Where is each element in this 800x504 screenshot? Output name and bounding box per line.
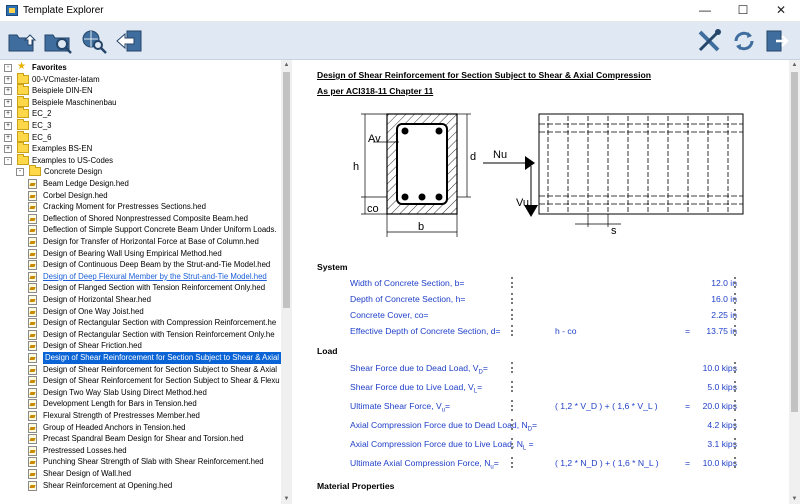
tree-file-item[interactable]	[0, 375, 281, 387]
template-file-icon	[28, 249, 37, 259]
tree-item-label: Beispiele Maschinenbau	[32, 97, 117, 107]
calc-equals: =	[685, 458, 691, 468]
folder-icon	[17, 75, 29, 84]
tree-folder-item[interactable]	[0, 166, 281, 178]
tree-file-item[interactable]	[0, 422, 281, 434]
label-b: b	[418, 221, 425, 233]
tree-file-item[interactable]	[0, 306, 281, 318]
placeholder-marker	[734, 400, 736, 411]
template-file-icon	[28, 214, 37, 224]
template-file-icon	[28, 225, 37, 235]
window-title: Template Explorer	[23, 5, 104, 16]
tree-item-label: Flexural Strength of Prestresses Member.hed	[43, 411, 200, 420]
placeholder-marker	[511, 277, 513, 288]
calc-label	[350, 310, 429, 320]
placeholder-marker	[734, 277, 736, 288]
tree-file-item[interactable]	[0, 456, 281, 468]
tree-item-label: EC_3	[32, 121, 52, 130]
folder-icon	[17, 86, 29, 95]
tree-file-item[interactable]	[0, 201, 281, 213]
close-button[interactable]: ✕	[775, 3, 787, 17]
tree-folder-item[interactable]	[0, 132, 281, 144]
folder-icon	[17, 144, 29, 153]
template-file-icon	[28, 307, 37, 317]
tree-file-item[interactable]	[0, 271, 281, 283]
folder-icon	[17, 121, 29, 130]
template-file-icon	[28, 399, 37, 409]
calc-expression[interactable]: ( 1,2 * V_D ) + ( 1,6 * V_L )	[555, 401, 658, 411]
tree-item-label: Design of Bearing Wall Using Empirical Method.hed	[43, 248, 222, 258]
doc-scroll-thumb[interactable]	[791, 72, 798, 412]
calc-label-text: Concrete Cover, co=	[350, 310, 429, 320]
tree-item-label: Design of Deep Flexural Member by the Strut-and-Tie Model.hed	[43, 271, 267, 281]
calc-label-text: Axial Compression Force due to Dead Load, N	[350, 420, 528, 430]
template-file-icon	[28, 295, 37, 305]
tree-file-item[interactable]	[0, 190, 281, 202]
placeholder-marker	[734, 457, 736, 468]
tree-scrollbar[interactable]	[281, 60, 292, 504]
expand-icon[interactable]: +	[5, 110, 11, 118]
calc-label	[350, 278, 464, 288]
tree-folder-item[interactable]	[0, 120, 281, 132]
calc-label-subscript: u	[490, 464, 494, 471]
placeholder-marker	[511, 419, 513, 430]
template-file-icon	[28, 260, 37, 270]
collapse-icon[interactable]: -	[4, 157, 12, 165]
tree-file-item[interactable]	[0, 213, 281, 225]
label-av: Av	[368, 133, 381, 145]
expand-icon[interactable]: +	[5, 133, 11, 141]
open-folder-icon[interactable]	[6, 26, 38, 56]
placeholder-marker	[734, 325, 736, 336]
calc-value[interactable]: 3.1 kips	[707, 439, 737, 449]
tree-folder-item[interactable]	[0, 108, 281, 120]
exit-icon[interactable]	[762, 26, 794, 56]
collapse-icon[interactable]: -	[4, 64, 12, 72]
calc-label	[350, 294, 465, 304]
calc-label-subscript: D	[478, 369, 483, 376]
label-h: h	[353, 161, 360, 173]
calc-label-subscript: L	[522, 445, 527, 452]
maximize-button[interactable]: ☐	[737, 3, 749, 17]
calc-value[interactable]: 20.0 kips	[702, 401, 737, 411]
expand-icon[interactable]: +	[5, 87, 11, 95]
tree-item-label: EC_6	[32, 132, 52, 142]
tree-item-label: Cracking Moment for Prestresses Sections.hed	[43, 202, 206, 212]
calc-expression[interactable]: h - co	[555, 326, 577, 336]
placeholder-marker	[511, 438, 513, 449]
tree-file-item[interactable]	[0, 445, 281, 457]
template-file-icon	[28, 341, 37, 351]
calc-label-text: Ultimate Shear Force, V	[350, 401, 442, 411]
calc-label	[350, 439, 534, 452]
template-file-icon	[28, 202, 37, 212]
tree-file-item[interactable]	[0, 294, 281, 306]
refresh-icon[interactable]	[728, 26, 760, 56]
calc-label-subscript: L	[473, 388, 478, 395]
tree-file-item[interactable]	[0, 433, 281, 445]
tree-file-item[interactable]	[0, 340, 281, 352]
tree-item-label: EC_2	[32, 109, 52, 119]
doc-scroll-up-icon[interactable]: ▲	[791, 62, 798, 68]
calc-equals: =	[685, 326, 691, 336]
tree-file-item[interactable]	[0, 410, 281, 422]
minimize-button[interactable]: —	[699, 3, 711, 17]
placeholder-marker	[511, 293, 513, 304]
calc-equals: =	[685, 401, 691, 411]
template-file-icon	[28, 283, 37, 293]
tree-folder-item[interactable]	[0, 155, 281, 167]
web-search-icon[interactable]	[78, 26, 110, 56]
tree-file-item[interactable]	[0, 236, 281, 248]
tree-item-label: Design of Flanged Section with Tension Reinforcement Only.hed	[43, 283, 266, 293]
back-arrow-icon[interactable]	[114, 26, 146, 56]
tree-folder-item[interactable]	[0, 97, 281, 109]
calc-label-text: Ultimate Axial Compression Force, N	[350, 458, 491, 468]
calc-label-text: Shear Force due to Live Load, V	[350, 382, 474, 392]
placeholder-marker	[511, 400, 513, 411]
expand-icon[interactable]: +	[5, 75, 11, 83]
calc-label-text: Width of Concrete Section, b=	[350, 278, 465, 288]
template-file-icon	[28, 272, 37, 282]
template-file-icon	[28, 365, 37, 375]
document-scrollbar[interactable]	[789, 60, 800, 504]
tree-folder-item[interactable]	[0, 74, 281, 86]
placeholder-marker	[734, 419, 736, 430]
tree-file-item[interactable]	[0, 352, 281, 364]
tree-file-item[interactable]	[0, 317, 281, 329]
calc-value[interactable]: 10.0 kips	[702, 458, 737, 468]
tree-item-label: Design of Rectangular Section with Tension Reinforcement Only.he	[43, 329, 275, 339]
collapse-icon[interactable]: -	[16, 168, 24, 176]
placeholder-marker	[734, 362, 736, 373]
tree-file-item[interactable]	[0, 329, 281, 341]
calc-label-tail: =	[477, 382, 483, 392]
scroll-up-icon[interactable]: ▲	[283, 62, 290, 68]
tree-folder-item[interactable]	[0, 85, 281, 97]
material-heading: Material Properties	[317, 481, 395, 491]
template-file-icon	[28, 457, 37, 467]
expand-icon[interactable]: +	[5, 122, 11, 129]
document-preview	[293, 60, 789, 504]
tree-item-label: Beispiele DIN-EN	[32, 86, 93, 96]
calc-label	[350, 363, 488, 376]
tree-item-label: Design of Continuous Deep Beam by the Strut-and-Tie Model.hed	[43, 260, 271, 270]
tree-folder-item[interactable]	[0, 62, 281, 74]
tree-item-label: Group of Headed Anchors in Tension.hed	[43, 422, 186, 432]
label-s: s	[611, 225, 617, 237]
placeholder-marker	[511, 381, 513, 392]
calc-label-text: Effective Depth of Concrete Section, d=	[350, 326, 501, 336]
template-file-icon	[28, 237, 37, 247]
template-file-icon	[28, 411, 37, 421]
template-file-icon	[28, 434, 37, 444]
calc-label-text: Depth of Concrete Section, h=	[350, 294, 466, 304]
tree-item-label: Design for Transfer of Horizontal Force at Base of Column.hed	[43, 237, 259, 246]
template-file-icon	[28, 446, 37, 456]
calc-value[interactable]: 4.2 kips	[707, 420, 737, 430]
expand-icon[interactable]: +	[5, 145, 11, 153]
template-file-icon	[28, 179, 37, 189]
tree-item-label: Design of One Way Joist.hed	[43, 306, 144, 316]
tree-item-label: Design of Horizontal Shear.hed	[43, 295, 151, 304]
template-file-icon	[28, 191, 37, 201]
template-file-icon	[28, 330, 37, 340]
toolbar	[0, 22, 800, 60]
folder-icon	[17, 109, 29, 118]
tree-item-label: Design of Shear Reinforcement for Section Subject to Shear & Axial	[45, 353, 280, 362]
placeholder-marker	[734, 438, 736, 449]
tree-item-label: Examples BS-EN	[32, 144, 93, 154]
template-file-icon	[28, 376, 37, 386]
tree-folder-item[interactable]	[0, 143, 281, 155]
template-tree	[0, 60, 292, 504]
tree-item-label: Corbel Design.hed	[43, 190, 108, 200]
calc-label	[350, 401, 450, 414]
scroll-down-icon[interactable]: ▼	[283, 496, 290, 502]
tree-item-label: Favorites	[32, 63, 67, 72]
tree-item-label: Shear Design of Wall.hed	[43, 469, 132, 478]
cross-section-figure	[343, 92, 753, 242]
tree-item-label: Design of Shear Reinforcement for Section Subject to Shear & Axial	[43, 364, 278, 374]
tree-file-item[interactable]	[0, 364, 281, 376]
tree-item-label: Beam Ledge Design.hed	[43, 179, 129, 188]
tree-item-label: Design of Shear Friction.hed	[43, 341, 142, 351]
tree-item-label: Design of Shear Reinforcement for Section Subject to Shear & Flexu	[43, 376, 280, 386]
tree-file-item[interactable]	[0, 248, 281, 260]
template-file-icon	[28, 423, 37, 433]
calc-label	[350, 458, 499, 471]
template-file-icon	[28, 353, 37, 363]
tree-file-item[interactable]	[0, 224, 281, 236]
placeholder-marker	[511, 362, 513, 373]
calc-value[interactable]: 5.0 kips	[707, 382, 737, 392]
expand-icon[interactable]: +	[5, 98, 11, 106]
calc-label-subscript: D	[527, 426, 533, 433]
tree-item-label: Design of Rectangular Section with Compression Reinforcement.he	[43, 318, 277, 328]
tree-item-label: Deflection of Simple Support Concrete Beam Under Uniform Loads.	[43, 225, 277, 235]
tree-item-label: Precast Spandral Beam Design for Shear and Torsion.hed	[43, 434, 244, 444]
tree-file-item[interactable]	[0, 387, 281, 399]
placeholder-marker	[734, 309, 736, 320]
doc-scroll-down-icon[interactable]: ▼	[791, 496, 798, 502]
calc-label	[350, 382, 482, 395]
calc-expression[interactable]: ( 1,2 * N_D ) + ( 1,6 * N_L )	[555, 458, 659, 468]
placeholder-marker	[511, 457, 513, 468]
template-file-icon	[28, 388, 37, 398]
calc-value[interactable]: 16.0 in	[711, 294, 737, 304]
folder-icon	[17, 133, 29, 142]
load-heading: Load	[317, 346, 338, 356]
calc-label-tail: =	[532, 420, 538, 430]
calc-label-tail: =	[493, 458, 499, 468]
tree-file-item[interactable]	[0, 259, 281, 271]
tree-file-item[interactable]	[0, 178, 281, 190]
tree-item-label: Shear Reinforcement at Opening.hed	[43, 480, 173, 490]
tree-item-label: Development Length for Bars in Tension.hed	[43, 399, 197, 409]
calc-label-text: Axial Compression Force due to Live Load, N	[350, 439, 523, 449]
document-subtitle: As per ACI318-11 Chapter 11	[317, 86, 434, 96]
tree-item-label: Examples to US-Codes	[32, 155, 114, 165]
tree-item-label: 00-VCmaster-latam	[32, 74, 100, 84]
calc-value[interactable]: 13.75 in	[706, 326, 737, 336]
template-file-icon	[28, 481, 37, 491]
search-folder-icon[interactable]	[42, 26, 74, 56]
label-d: d	[470, 151, 477, 163]
label-nu: Nu	[493, 149, 508, 161]
tree-item-label: Design Two Way Slab Using Direct Method.hed	[43, 387, 207, 397]
calc-label-subscript: u	[441, 407, 446, 414]
label-co: co	[367, 203, 379, 215]
calc-value[interactable]: 2.25 in	[711, 310, 737, 320]
template-file-icon	[28, 318, 37, 328]
template-file-icon	[28, 469, 37, 479]
document-title: Design of Shear Reinforcement for Section Subject to Shear & Axial Compression	[317, 70, 651, 80]
placeholder-marker	[511, 309, 513, 320]
tree-file-item[interactable]	[0, 468, 281, 480]
placeholder-marker	[734, 293, 736, 304]
label-vu: Vu	[516, 197, 530, 209]
calc-label-tail: =	[445, 401, 451, 411]
calc-label-text: Shear Force due to Dead Load, V	[350, 363, 479, 373]
tree-file-item[interactable]	[0, 480, 281, 492]
calc-value[interactable]: 12.0 in	[711, 278, 737, 288]
placeholder-marker	[734, 381, 736, 392]
folder-icon	[17, 156, 29, 165]
title-bar	[0, 0, 800, 22]
calc-label	[350, 420, 537, 433]
tree-scroll-thumb[interactable]	[283, 72, 290, 308]
tree-item-label: Deflection of Shored Nonprestressed Composite Beam.hed	[43, 213, 248, 223]
calc-value[interactable]: 10.0 kips	[702, 363, 737, 373]
calc-label	[350, 326, 501, 336]
app-icon	[6, 5, 18, 16]
system-heading: System	[317, 262, 348, 272]
calc-label-tail: =	[526, 439, 534, 449]
folder-icon	[29, 167, 41, 176]
calc-label-tail: =	[482, 363, 488, 373]
tree-file-item[interactable]	[0, 398, 281, 410]
folder-icon	[17, 98, 29, 107]
star-icon: ★	[17, 61, 26, 72]
tree-file-item[interactable]	[0, 282, 281, 294]
tree-item-label: Punching Shear Strength of Slab with Shear Reinforcement.hed	[43, 457, 264, 467]
tree-item-label: Concrete Design	[44, 167, 103, 177]
tools-icon[interactable]	[694, 26, 726, 56]
tree-item-label: Prestressed Losses.hed	[43, 445, 127, 455]
placeholder-marker	[511, 325, 513, 336]
